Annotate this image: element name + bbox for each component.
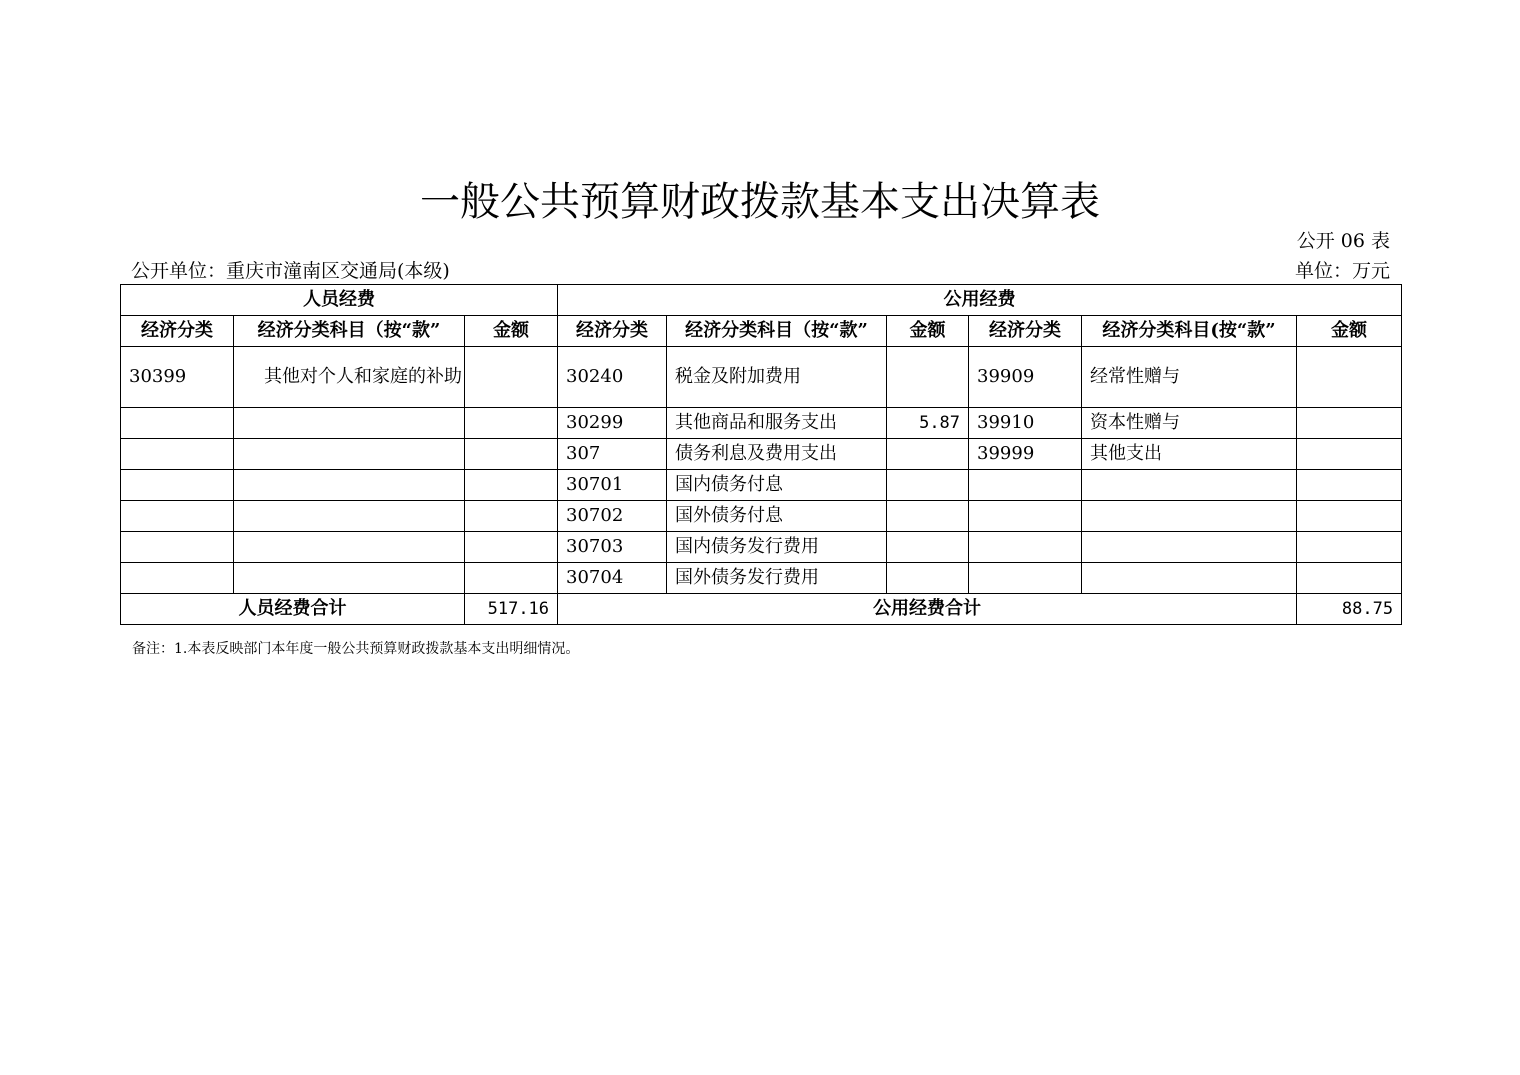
public-amount-2	[1297, 470, 1402, 501]
col-header-code: 经济分类	[969, 316, 1082, 347]
personnel-code	[121, 408, 234, 439]
public-code: 30701	[558, 470, 667, 501]
personnel-item	[234, 439, 465, 470]
public-code: 30299	[558, 408, 667, 439]
table-row	[121, 501, 1402, 532]
personnel-code	[121, 470, 234, 501]
public-amount-2	[1297, 347, 1402, 408]
public-amount	[887, 470, 969, 501]
public-amount	[887, 563, 969, 594]
public-item-2	[1082, 532, 1297, 563]
footnote: 备注：1.本表反映部门本年度一般公共预算财政拨款基本支出明细情况。	[132, 641, 580, 657]
col-header-item: 经济分类科目(按“款”	[1082, 316, 1297, 347]
totals-row	[121, 594, 1402, 625]
personnel-total-value: 517.16	[465, 594, 558, 625]
col-header-code: 经济分类	[558, 316, 667, 347]
public-total-label: 公用经费合计	[558, 594, 1297, 625]
public-code: 30703	[558, 532, 667, 563]
public-amount-2	[1297, 408, 1402, 439]
public-code-2: 39910	[969, 408, 1082, 439]
personnel-code	[121, 501, 234, 532]
col-header-amount: 金额	[465, 316, 558, 347]
public-item: 国内债务付息	[667, 470, 887, 501]
personnel-item	[234, 501, 465, 532]
public-total-value: 88.75	[1297, 594, 1402, 625]
col-header-item: 经济分类科目（按“款”	[667, 316, 887, 347]
public-item-2	[1082, 501, 1297, 532]
public-code: 30240	[558, 347, 667, 408]
budget-table	[120, 284, 1402, 625]
public-amount: 5.87	[887, 408, 969, 439]
public-amount-2	[1297, 532, 1402, 563]
form-number: 公开 06 表	[1296, 230, 1390, 252]
personnel-amount	[465, 347, 558, 408]
public-amount	[887, 501, 969, 532]
public-code-2	[969, 532, 1082, 563]
personnel-item	[234, 408, 465, 439]
reporting-unit: 公开单位：重庆市潼南区交通局(本级)	[131, 260, 450, 282]
personnel-item	[234, 563, 465, 594]
personnel-amount	[465, 439, 558, 470]
personnel-code	[121, 439, 234, 470]
personnel-amount	[465, 501, 558, 532]
table-row	[121, 532, 1402, 563]
public-item: 国内债务发行费用	[667, 532, 887, 563]
public-item: 国外债务付息	[667, 501, 887, 532]
public-code-2	[969, 470, 1082, 501]
public-item: 税金及附加费用	[667, 347, 887, 408]
public-item-2	[1082, 563, 1297, 594]
public-code-2: 39909	[969, 347, 1082, 408]
public-amount-2	[1297, 439, 1402, 470]
col-header-amount: 金额	[1297, 316, 1402, 347]
personnel-amount	[465, 470, 558, 501]
public-amount	[887, 347, 969, 408]
public-code-2: 39999	[969, 439, 1082, 470]
personnel-header: 人员经费	[121, 285, 558, 316]
public-code: 30704	[558, 563, 667, 594]
col-header-code: 经济分类	[121, 316, 234, 347]
personnel-item	[234, 532, 465, 563]
public-amount	[887, 439, 969, 470]
table-row	[121, 439, 1402, 470]
public-amount-2	[1297, 501, 1402, 532]
public-item: 债务利息及费用支出	[667, 439, 887, 470]
public-item-2: 其他支出	[1082, 439, 1297, 470]
page-title: 一般公共预算财政拨款基本支出决算表	[420, 179, 1100, 225]
public-item-2: 经常性赠与	[1082, 347, 1297, 408]
personnel-item	[234, 470, 465, 501]
public-amount	[887, 532, 969, 563]
public-code-2	[969, 563, 1082, 594]
personnel-amount	[465, 408, 558, 439]
personnel-amount	[465, 532, 558, 563]
personnel-amount	[465, 563, 558, 594]
personnel-item: 其他对个人和家庭的补助	[234, 347, 465, 408]
group-header-row	[121, 285, 1402, 316]
table-row	[121, 347, 1402, 408]
personnel-code	[121, 532, 234, 563]
personnel-total-label: 人员经费合计	[121, 594, 465, 625]
public-code-2	[969, 501, 1082, 532]
public-item: 国外债务发行费用	[667, 563, 887, 594]
public-item: 其他商品和服务支出	[667, 408, 887, 439]
public-item-2	[1082, 470, 1297, 501]
personnel-code	[121, 563, 234, 594]
col-header-item: 经济分类科目（按“款”	[234, 316, 465, 347]
public-code: 30702	[558, 501, 667, 532]
public-header: 公用经费	[558, 285, 1402, 316]
currency-unit: 单位：万元	[1294, 260, 1390, 282]
table-row	[121, 408, 1402, 439]
public-item-2: 资本性赠与	[1082, 408, 1297, 439]
col-header-amount: 金额	[887, 316, 969, 347]
public-amount-2	[1297, 563, 1402, 594]
personnel-code: 30399	[121, 347, 234, 408]
public-code: 307	[558, 439, 667, 470]
column-header-row	[121, 316, 1402, 347]
table-row	[121, 563, 1402, 594]
table-row	[121, 470, 1402, 501]
